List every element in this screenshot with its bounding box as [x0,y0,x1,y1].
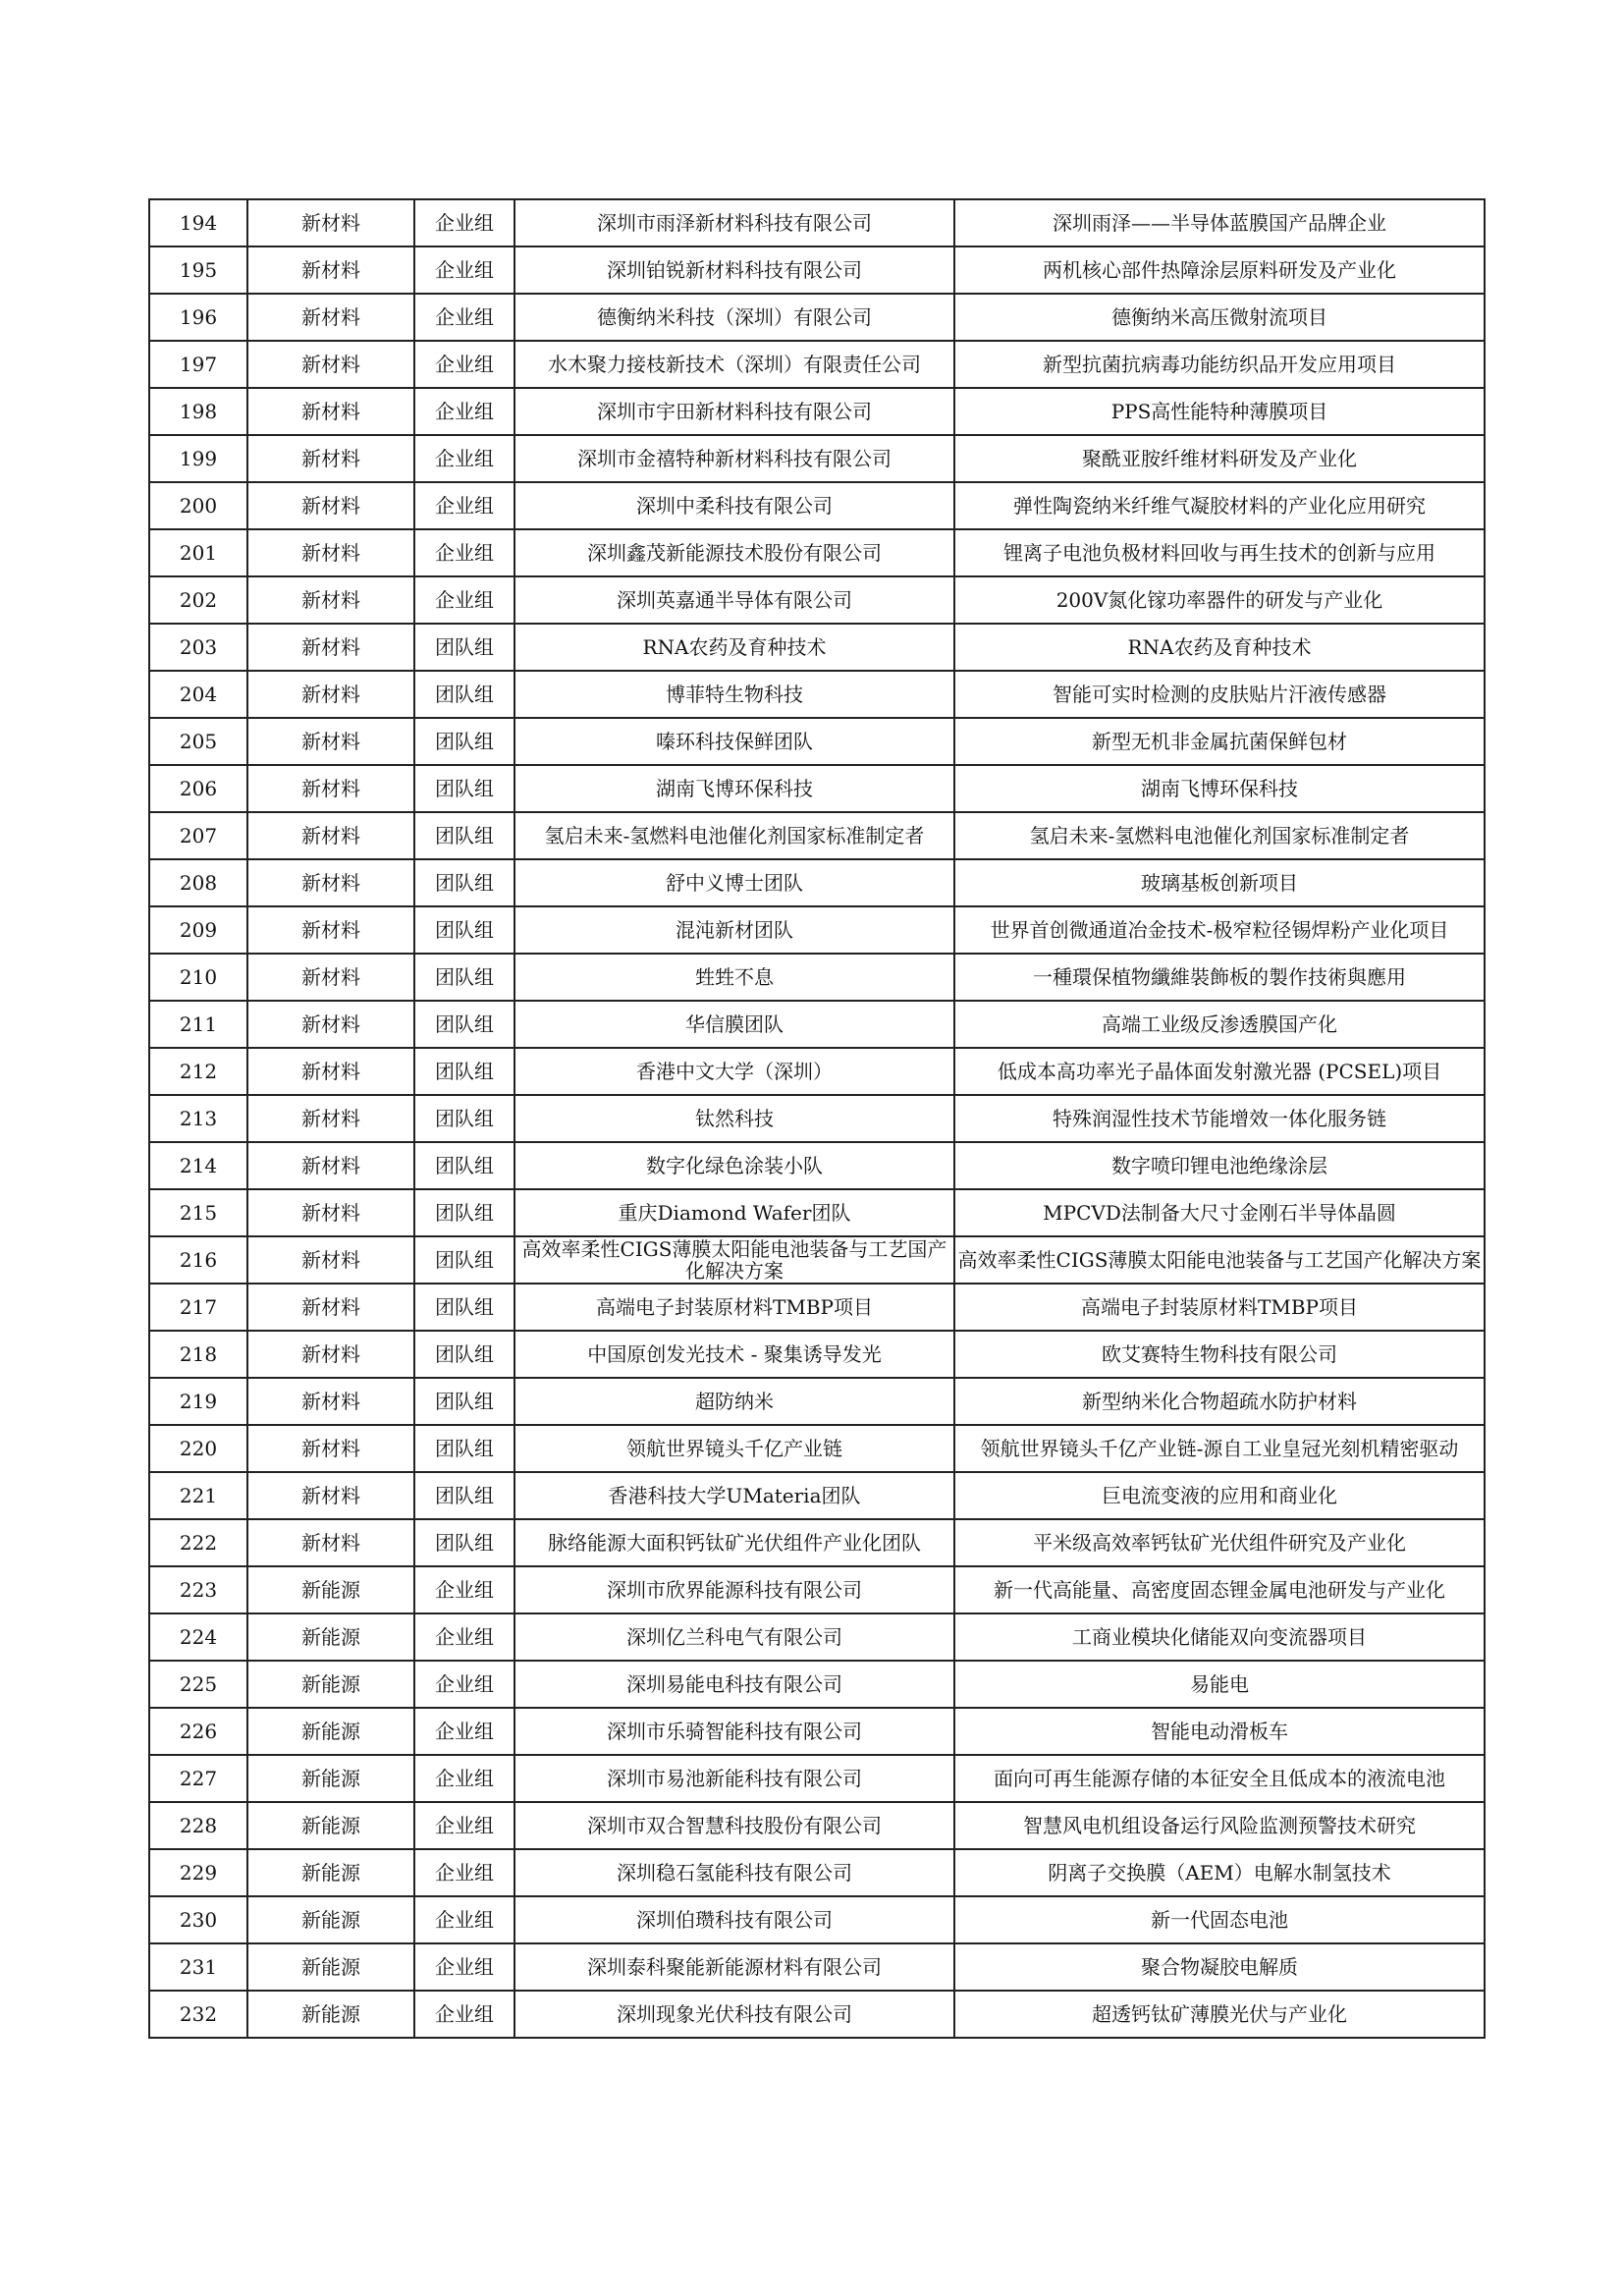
cell-project: 超透钙钛矿薄膜光伏与产业化 [954,1991,1485,2038]
table-row [149,1236,1485,1284]
project-list-table [148,198,1486,2039]
cell-group: 企业组 [414,1991,514,2038]
cell-organization: 超防纳米 [514,1378,954,1425]
cell-organization: 脉络能源大面积钙钛矿光伏组件产业化团队 [514,1519,954,1566]
cell-project: 低成本高功率光子晶体面发射激光器 (PCSEL)项目 [954,1048,1485,1095]
cell-field: 新材料 [247,246,414,294]
cell-project: 欧艾赛特生物科技有限公司 [954,1331,1485,1378]
cell-organization: 深圳铂锐新材料科技有限公司 [514,246,954,294]
cell-field: 新材料 [247,1048,414,1095]
cell-field: 新能源 [247,1802,414,1849]
table-row [149,765,1485,812]
table-row [149,624,1485,671]
cell-number: 213 [149,1095,247,1142]
cell-project: 新型抗菌抗病毒功能纺织品开发应用项目 [954,341,1485,388]
cell-number: 216 [149,1236,247,1284]
cell-group: 团队组 [414,1142,514,1189]
cell-group: 企业组 [414,1755,514,1802]
cell-project: RNA农药及育种技术 [954,624,1485,671]
table-row [149,1661,1485,1708]
cell-group: 企业组 [414,1802,514,1849]
cell-organization: 德衡纳米科技（深圳）有限公司 [514,294,954,341]
cell-project: 工商业模块化储能双向变流器项目 [954,1613,1485,1661]
cell-field: 新材料 [247,1378,414,1425]
cell-number: 212 [149,1048,247,1095]
table-row [149,1991,1485,2038]
cell-field: 新材料 [247,482,414,529]
cell-field: 新能源 [247,1708,414,1755]
cell-organization: 深圳市欣界能源科技有限公司 [514,1566,954,1613]
table-row [149,1472,1485,1519]
cell-group: 团队组 [414,1048,514,1095]
table-row [149,435,1485,482]
cell-group: 团队组 [414,1472,514,1519]
cell-group: 团队组 [414,718,514,765]
cell-organization: 甡甡不息 [514,954,954,1001]
cell-number: 207 [149,812,247,859]
cell-field: 新材料 [247,1001,414,1048]
cell-group: 企业组 [414,1566,514,1613]
cell-field: 新材料 [247,1142,414,1189]
cell-organization: 深圳泰科聚能新能源材料有限公司 [514,1943,954,1991]
cell-group: 企业组 [414,1849,514,1896]
cell-project: 氢启未来-氢燃料电池催化剂国家标准制定者 [954,812,1485,859]
table-row [149,1378,1485,1425]
cell-organization: 中国原创发光技术 - 聚集诱导发光 [514,1331,954,1378]
cell-project: 一種環保植物纖維裝飾板的製作技術與應用 [954,954,1485,1001]
cell-field: 新材料 [247,954,414,1001]
cell-field: 新材料 [247,1189,414,1236]
cell-group: 企业组 [414,529,514,576]
cell-number: 204 [149,671,247,718]
cell-number: 230 [149,1896,247,1943]
cell-group: 企业组 [414,1708,514,1755]
cell-organization: 混沌新材团队 [514,906,954,954]
cell-organization: 重庆Diamond Wafer团队 [514,1189,954,1236]
cell-group: 团队组 [414,859,514,906]
cell-organization: 深圳市双合智慧科技股份有限公司 [514,1802,954,1849]
cell-project: 领航世界镜头千亿产业链-源自工业皇冠光刻机精密驱动 [954,1425,1485,1472]
cell-organization: 深圳市宇田新材料科技有限公司 [514,388,954,435]
cell-number: 210 [149,954,247,1001]
cell-organization: 舒中义博士团队 [514,859,954,906]
cell-number: 208 [149,859,247,906]
cell-field: 新能源 [247,1896,414,1943]
cell-project: 易能电 [954,1661,1485,1708]
cell-number: 225 [149,1661,247,1708]
cell-number: 202 [149,576,247,624]
cell-group: 企业组 [414,576,514,624]
cell-organization: 水木聚力接枝新技术（深圳）有限责任公司 [514,341,954,388]
table-row [149,1142,1485,1189]
cell-field: 新材料 [247,1236,414,1284]
table-row [149,341,1485,388]
table-body [149,199,1485,2038]
table-row [149,199,1485,246]
cell-number: 220 [149,1425,247,1472]
cell-field: 新能源 [247,1943,414,1991]
project-list-table-container [148,198,1484,2039]
cell-number: 232 [149,1991,247,2038]
cell-field: 新材料 [247,1472,414,1519]
cell-project: 智能可实时检测的皮肤贴片汗液传感器 [954,671,1485,718]
cell-number: 205 [149,718,247,765]
cell-organization: 深圳中柔科技有限公司 [514,482,954,529]
cell-number: 198 [149,388,247,435]
cell-field: 新材料 [247,859,414,906]
cell-organization: 深圳稳石氢能科技有限公司 [514,1849,954,1896]
cell-group: 企业组 [414,1613,514,1661]
cell-group: 团队组 [414,671,514,718]
cell-project: 两机核心部件热障涂层原料研发及产业化 [954,246,1485,294]
cell-group: 团队组 [414,1425,514,1472]
cell-field: 新材料 [247,341,414,388]
cell-number: 223 [149,1566,247,1613]
cell-project: 智慧风电机组设备运行风险监测预警技术研究 [954,1802,1485,1849]
cell-group: 企业组 [414,294,514,341]
cell-field: 新材料 [247,718,414,765]
cell-project: 聚酰亚胺纤维材料研发及产业化 [954,435,1485,482]
cell-project: 高端电子封装原材料TMBP项目 [954,1284,1485,1331]
table-row [149,1189,1485,1236]
cell-project: 聚合物凝胶电解质 [954,1943,1485,1991]
cell-number: 195 [149,246,247,294]
cell-organization: 深圳英嘉通半导体有限公司 [514,576,954,624]
cell-organization: 深圳市雨泽新材料科技有限公司 [514,199,954,246]
cell-project: 新一代固态电池 [954,1896,1485,1943]
cell-field: 新材料 [247,1425,414,1472]
cell-project: 新型无机非金属抗菌保鲜包材 [954,718,1485,765]
cell-field: 新材料 [247,812,414,859]
cell-group: 团队组 [414,1189,514,1236]
cell-field: 新材料 [247,576,414,624]
cell-field: 新材料 [247,388,414,435]
cell-organization: RNA农药及育种技术 [514,624,954,671]
cell-number: 228 [149,1802,247,1849]
cell-project: 巨电流变液的应用和商业化 [954,1472,1485,1519]
cell-organization: 高效率柔性CIGS薄膜太阳能电池装备与工艺国产化解决方案 [514,1236,954,1284]
table-row [149,1943,1485,1991]
table-row [149,388,1485,435]
cell-group: 企业组 [414,246,514,294]
cell-project: 湖南飞博环保科技 [954,765,1485,812]
cell-number: 226 [149,1708,247,1755]
cell-number: 200 [149,482,247,529]
cell-project: 深圳雨泽——半导体蓝膜国产品牌企业 [954,199,1485,246]
cell-field: 新能源 [247,1991,414,2038]
cell-organization: 嗪环科技保鲜团队 [514,718,954,765]
cell-group: 企业组 [414,1661,514,1708]
cell-field: 新材料 [247,906,414,954]
cell-project: PPS高性能特种薄膜项目 [954,388,1485,435]
table-row [149,1095,1485,1142]
cell-number: 194 [149,199,247,246]
cell-number: 219 [149,1378,247,1425]
table-row [149,859,1485,906]
cell-group: 企业组 [414,388,514,435]
cell-number: 227 [149,1755,247,1802]
cell-field: 新材料 [247,1095,414,1142]
cell-project: 面向可再生能源存储的本征安全且低成本的液流电池 [954,1755,1485,1802]
cell-organization: 深圳亿兰科电气有限公司 [514,1613,954,1661]
table-row [149,718,1485,765]
cell-group: 团队组 [414,1095,514,1142]
cell-organization: 深圳市金禧特种新材料科技有限公司 [514,435,954,482]
cell-field: 新材料 [247,624,414,671]
table-row [149,671,1485,718]
cell-number: 211 [149,1001,247,1048]
cell-organization: 深圳市乐骑智能科技有限公司 [514,1708,954,1755]
table-row [149,954,1485,1001]
cell-group: 团队组 [414,954,514,1001]
cell-organization: 深圳伯瓒科技有限公司 [514,1896,954,1943]
cell-project: 世界首创微通道冶金技术-极窄粒径锡焊粉产业化项目 [954,906,1485,954]
cell-project: 200V氮化镓功率器件的研发与产业化 [954,576,1485,624]
cell-field: 新材料 [247,1284,414,1331]
cell-field: 新材料 [247,529,414,576]
cell-organization: 深圳市易池新能科技有限公司 [514,1755,954,1802]
table-row [149,906,1485,954]
cell-group: 团队组 [414,624,514,671]
table-row [149,812,1485,859]
cell-group: 企业组 [414,199,514,246]
cell-project: 德衡纳米高压微射流项目 [954,294,1485,341]
cell-group: 企业组 [414,341,514,388]
cell-organization: 深圳现象光伏科技有限公司 [514,1991,954,2038]
table-row [149,1849,1485,1896]
cell-project: 新一代高能量、高密度固态锂金属电池研发与产业化 [954,1566,1485,1613]
cell-project: 特殊润湿性技术节能增效一体化服务链 [954,1095,1485,1142]
cell-project: 阴离子交换膜（AEM）电解水制氢技术 [954,1849,1485,1896]
cell-number: 201 [149,529,247,576]
cell-number: 197 [149,341,247,388]
cell-organization: 深圳鑫茂新能源技术股份有限公司 [514,529,954,576]
cell-organization: 钛然科技 [514,1095,954,1142]
cell-number: 196 [149,294,247,341]
cell-project: MPCVD法制备大尺寸金刚石半导体晶圆 [954,1189,1485,1236]
cell-project: 玻璃基板创新项目 [954,859,1485,906]
cell-organization: 高端电子封装原材料TMBP项目 [514,1284,954,1331]
cell-number: 203 [149,624,247,671]
cell-group: 企业组 [414,435,514,482]
table-row [149,1566,1485,1613]
table-row [149,1425,1485,1472]
cell-organization: 湖南飞博环保科技 [514,765,954,812]
cell-project: 数字喷印锂电池绝缘涂层 [954,1142,1485,1189]
cell-field: 新能源 [247,1849,414,1896]
cell-group: 团队组 [414,1519,514,1566]
cell-project: 新型纳米化合物超疏水防护材料 [954,1378,1485,1425]
cell-number: 222 [149,1519,247,1566]
table-row [149,1755,1485,1802]
table-row [149,482,1485,529]
cell-project: 平米级高效率钙钛矿光伏组件研究及产业化 [954,1519,1485,1566]
cell-organization: 华信膜团队 [514,1001,954,1048]
cell-number: 231 [149,1943,247,1991]
cell-field: 新材料 [247,435,414,482]
cell-field: 新材料 [247,1331,414,1378]
cell-field: 新能源 [247,1566,414,1613]
cell-group: 企业组 [414,1943,514,1991]
table-row [149,246,1485,294]
cell-group: 团队组 [414,1001,514,1048]
cell-group: 企业组 [414,1896,514,1943]
cell-field: 新能源 [247,1661,414,1708]
table-row [149,1001,1485,1048]
cell-number: 224 [149,1613,247,1661]
cell-number: 229 [149,1849,247,1896]
table-row [149,1284,1485,1331]
table-row [149,1519,1485,1566]
cell-group: 团队组 [414,1236,514,1284]
cell-group: 团队组 [414,1378,514,1425]
cell-field: 新材料 [247,671,414,718]
cell-number: 218 [149,1331,247,1378]
table-row [149,1896,1485,1943]
table-row [149,1613,1485,1661]
cell-number: 214 [149,1142,247,1189]
cell-field: 新能源 [247,1613,414,1661]
cell-group: 团队组 [414,765,514,812]
cell-field: 新材料 [247,294,414,341]
cell-project: 智能电动滑板车 [954,1708,1485,1755]
cell-field: 新能源 [247,1755,414,1802]
cell-number: 209 [149,906,247,954]
cell-organization: 深圳易能电科技有限公司 [514,1661,954,1708]
cell-group: 团队组 [414,1331,514,1378]
cell-number: 206 [149,765,247,812]
table-row [149,529,1485,576]
cell-project: 高效率柔性CIGS薄膜太阳能电池装备与工艺国产化解决方案 [954,1236,1485,1284]
cell-organization: 香港科技大学UMateria团队 [514,1472,954,1519]
cell-group: 企业组 [414,482,514,529]
cell-group: 团队组 [414,906,514,954]
table-row [149,576,1485,624]
cell-group: 团队组 [414,812,514,859]
cell-number: 221 [149,1472,247,1519]
cell-project: 锂离子电池负极材料回收与再生技术的创新与应用 [954,529,1485,576]
cell-organization: 博菲特生物科技 [514,671,954,718]
cell-organization: 领航世界镜头千亿产业链 [514,1425,954,1472]
table-row [149,294,1485,341]
cell-group: 团队组 [414,1284,514,1331]
cell-field: 新材料 [247,765,414,812]
cell-project: 弹性陶瓷纳米纤维气凝胶材料的产业化应用研究 [954,482,1485,529]
cell-number: 199 [149,435,247,482]
cell-number: 215 [149,1189,247,1236]
cell-number: 217 [149,1284,247,1331]
table-row [149,1331,1485,1378]
table-row [149,1048,1485,1095]
table-row [149,1802,1485,1849]
cell-field: 新材料 [247,1519,414,1566]
cell-organization: 数字化绿色涂装小队 [514,1142,954,1189]
table-row [149,1708,1485,1755]
cell-organization: 氢启未来-氢燃料电池催化剂国家标准制定者 [514,812,954,859]
cell-organization: 香港中文大学（深圳） [514,1048,954,1095]
cell-field: 新材料 [247,199,414,246]
cell-project: 高端工业级反渗透膜国产化 [954,1001,1485,1048]
